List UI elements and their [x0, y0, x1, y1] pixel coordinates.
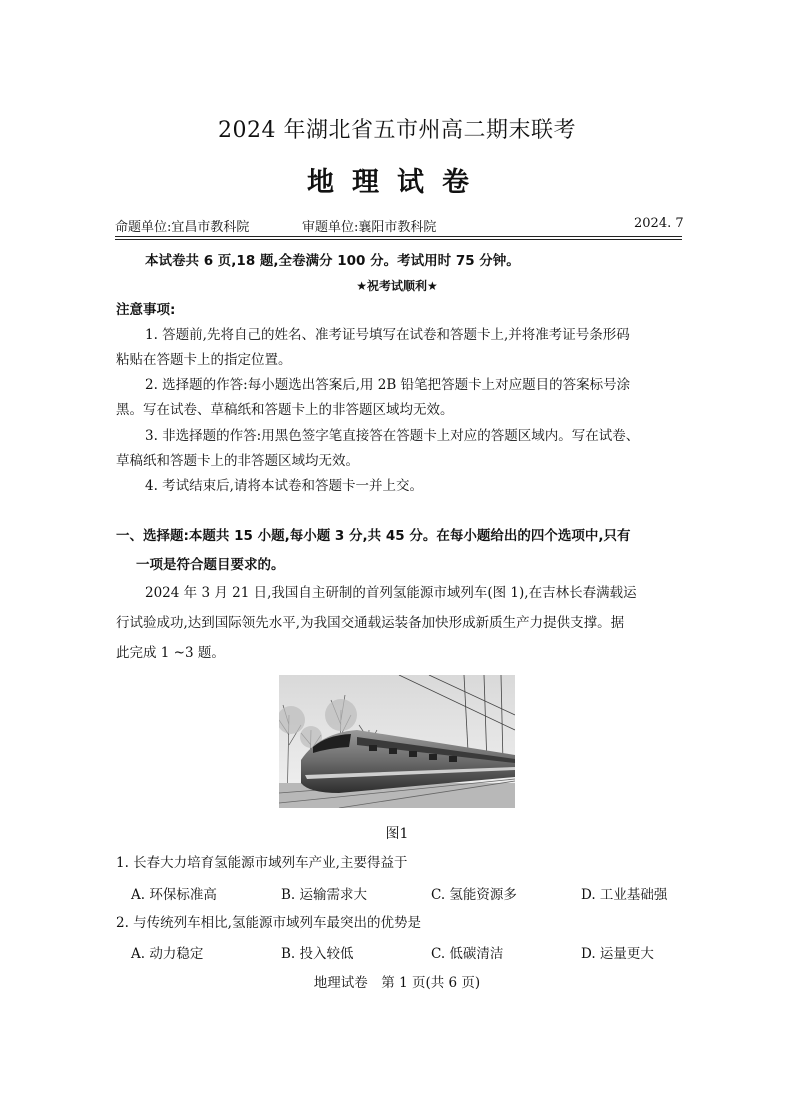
question-2-option-d: D. 运量更大 [581, 946, 654, 962]
figure-caption: 图1 [385, 826, 409, 842]
author-unit: 命题单位:宜昌市教科院 [115, 220, 250, 235]
exam-info: 本试卷共 6 页,18 题,全卷满分 100 分。考试用时 75 分钟。 [145, 253, 520, 269]
wish-line: ★祝考试顺利★ [356, 279, 438, 293]
exam-title: 2024 年湖北省五市州高二期末联考 [218, 118, 576, 143]
note-2-line-2: 黑。写在试卷、草稿纸和答题卡上的非答题区域均无效。 [116, 402, 454, 418]
notes-heading: 注意事项: [116, 302, 176, 318]
header-rule-top [115, 236, 682, 237]
question-1-option-c: C. 氢能资源多 [431, 887, 517, 903]
exam-date: 2024. 7 [634, 216, 684, 231]
question-1-option-d: D. 工业基础强 [581, 887, 668, 903]
question-1-option-a: A. 环保标准高 [131, 887, 217, 903]
section-heading-line-1: 一、选择题:本题共 15 小题,每小题 3 分,共 45 分。在每小题给出的四个选项中,只有 [116, 528, 631, 544]
note-3-line-1: 3. 非选择题的作答:用黑色签字笔直接答在答题卡上对应的答题区域内。写在试卷、 [145, 428, 640, 444]
question-2-option-b: B. 投入较低 [281, 946, 354, 962]
passage-line-2: 行试验成功,达到国际领先水平,为我国交通载运装备加快形成新质生产力提供支撑。据 [116, 615, 625, 631]
passage-line-3: 此完成 1 ~3 题。 [116, 645, 225, 661]
note-2-line-1: 2. 选择题的作答:每小题选出答案后,用 2B 铅笔把答题卡上对应题目的答案标号涂 [145, 377, 631, 393]
reviewer-unit: 审题单位:襄阳市教科院 [302, 220, 437, 235]
hydrogen-train-photo [279, 675, 515, 808]
note-3-line-2: 草稿纸和答题卡上的非答题区域均无效。 [116, 453, 359, 469]
question-1-stem: 1. 长春大力培育氢能源市域列车产业,主要得益于 [116, 855, 408, 871]
question-2-option-c: C. 低碳清洁 [431, 946, 504, 962]
note-1-line-2: 粘贴在答题卡上的指定位置。 [116, 352, 292, 368]
note-4: 4. 考试结束后,请将本试卷和答题卡一并上交。 [145, 478, 423, 494]
subject-title: 地理试卷 [307, 167, 487, 198]
question-1-option-b: B. 运输需求大 [281, 887, 368, 903]
page-footer: 地理试卷 第 1 页(共 6 页) [313, 975, 481, 991]
question-2-stem: 2. 与传统列车相比,氢能源市域列车最突出的优势是 [116, 915, 421, 931]
passage-line-1: 2024 年 3 月 21 日,我国自主研制的首列氢能源市域列车(图 1),在吉林长春满载运 [145, 585, 637, 601]
header-rule-bottom [115, 239, 682, 240]
question-2-option-a: A. 动力稳定 [131, 946, 204, 962]
section-heading-line-2: 一项是符合题目要求的。 [136, 557, 285, 573]
note-1-line-1: 1. 答题前,先将自己的姓名、准考证号填写在试卷和答题卡上,并将准考证号条形码 [145, 327, 630, 343]
